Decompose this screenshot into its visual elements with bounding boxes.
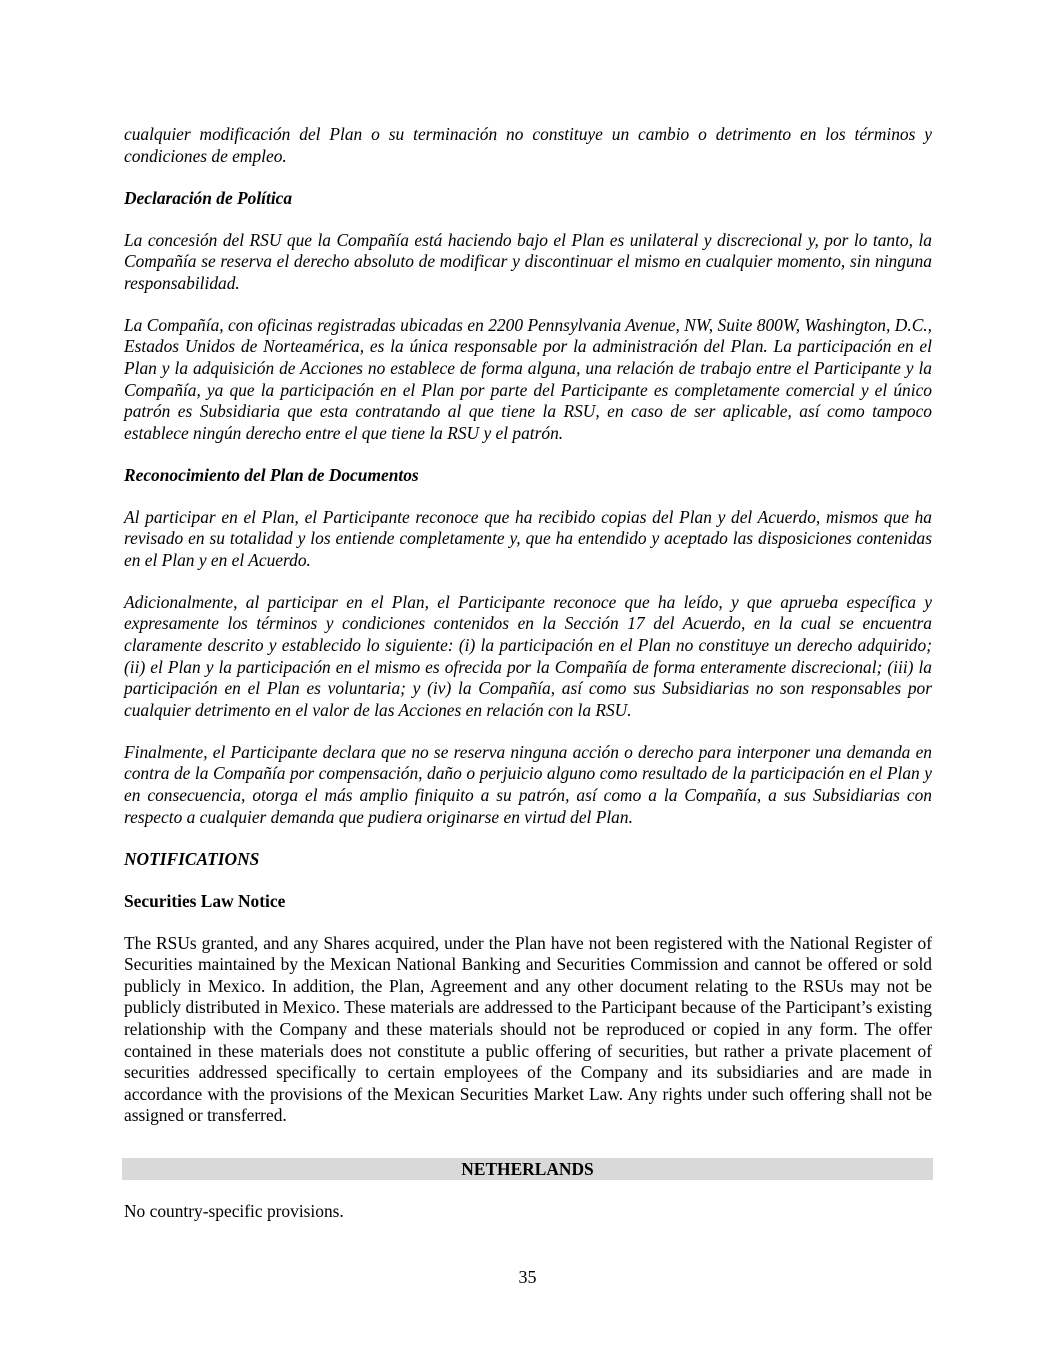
paragraph-compania-oficinas: La Compañía, con oficinas registradas ubicadas en 2200 Pennsylvania Avenue, NW, Suite 800W, Washington, D.C., Estados Unidos de Norteamérica, es la única responsable por la administración del Plan. La participación en el Plan y la adquisición de Acciones no establece de forma alguna, una relación de trabajo entre el Participante y la Compañía, ya que la participación en el Plan por parte del Participante es completamente comercial y el único patrón es Subsidiaria que esta contratando al que tiene la RSU, en caso de ser aplicable, así como tampoco establece ningún derecho entre el que tiene la RSU y el patrón. (124, 314, 932, 443)
heading-declaracion-politica: Declaración de Política (124, 187, 293, 208)
page-number: 35 (518, 1267, 537, 1287)
paragraph-adicionalmente: Adicionalmente, al participar en el Plan, el Participante reconoce que ha leído, y que aprueba específica y expresamente los términos y condiciones contenidos en la Sección 17 del Acuerdo, en la cual se encuentra claramente descrito y establecido lo siguiente: (i) la participación en el Plan no constituye un derecho adquirido; (ii) el Plan y la participación en el mismo es ofrecida por la Compañía de forma enteramente discrecional; (iii) la participación en el Plan es voluntaria; y (iv) la Compañía, así como sus Subsidiarias no son responsables por cualquier detrimento en el valor de las Acciones en relación con la RSU. (124, 591, 932, 720)
heading-securities-law-notice: Securities Law Notice (124, 890, 286, 911)
heading-notifications: NOTIFICATIONS (124, 848, 260, 869)
paragraph-modificacion: cualquier modificación del Plan o su terminación no constituye un cambio o detrimento en los términos y condiciones de empleo. (124, 124, 932, 166)
heading-reconocimiento: Reconocimiento del Plan de Documentos (124, 464, 419, 485)
paragraph-securities-notice: The RSUs granted, and any Shares acquired, under the Plan have not been registered with the National Register of Securities maintained by the Mexican National Banking and Securities Commission and cannot be offered or sold publicly in Mexico. In addition, the Plan, Agreement and any other document relating to the RSUs may not be publicly distributed in Mexico. These materials are addressed to the Participant because of the Participant’s existing relationship with the Company and these materials should not be reproduced or copied in any form. The offer contained in these materials does not constitute a public offering of securities, but rather a private placement of securities addressed specifically to certain employees of the Company and its subsidiaries and are made in accordance with the provisions of the Mexican Securities Market Law. Any rights under such offering shall not be assigned or transferred. (124, 932, 932, 1126)
document-body (124, 124, 932, 1147)
section-banner-netherlands: NETHERLANDS (122, 1158, 933, 1180)
paragraph-netherlands: No country-specific provisions. (124, 1201, 344, 1221)
paragraph-participar-plan: Al participar en el Plan, el Participante reconoce que ha recibido copias del Plan y del Acuerdo, mismos que ha revisado en su totalidad y los entiende completamente y, que ha entendido y aceptado las disposiciones contenidas en el Plan y en el Acuerdo. (124, 506, 932, 570)
paragraph-finalmente: Finalmente, el Participante declara que no se reserva ninguna acción o derecho para interponer una demanda en contra de la Compañía por compensación, daño o perjuicio alguno como resultado de la participación en el Plan y en consecuencia, otorga el más amplio finiquito a su patrón, así como a la Compañía, a sus Subsidiarias con respecto a cualquier demanda que pudiera originarse en virtud del Plan. (124, 741, 932, 827)
paragraph-concesion-rsu: La concesión del RSU que la Compañía está haciendo bajo el Plan es unilateral y discrecional y, por lo tanto, la Compañía se reserva el derecho absoluto de modificar y discontinuar el mismo en cualquier momento, sin ninguna responsabilidad. (124, 229, 932, 293)
